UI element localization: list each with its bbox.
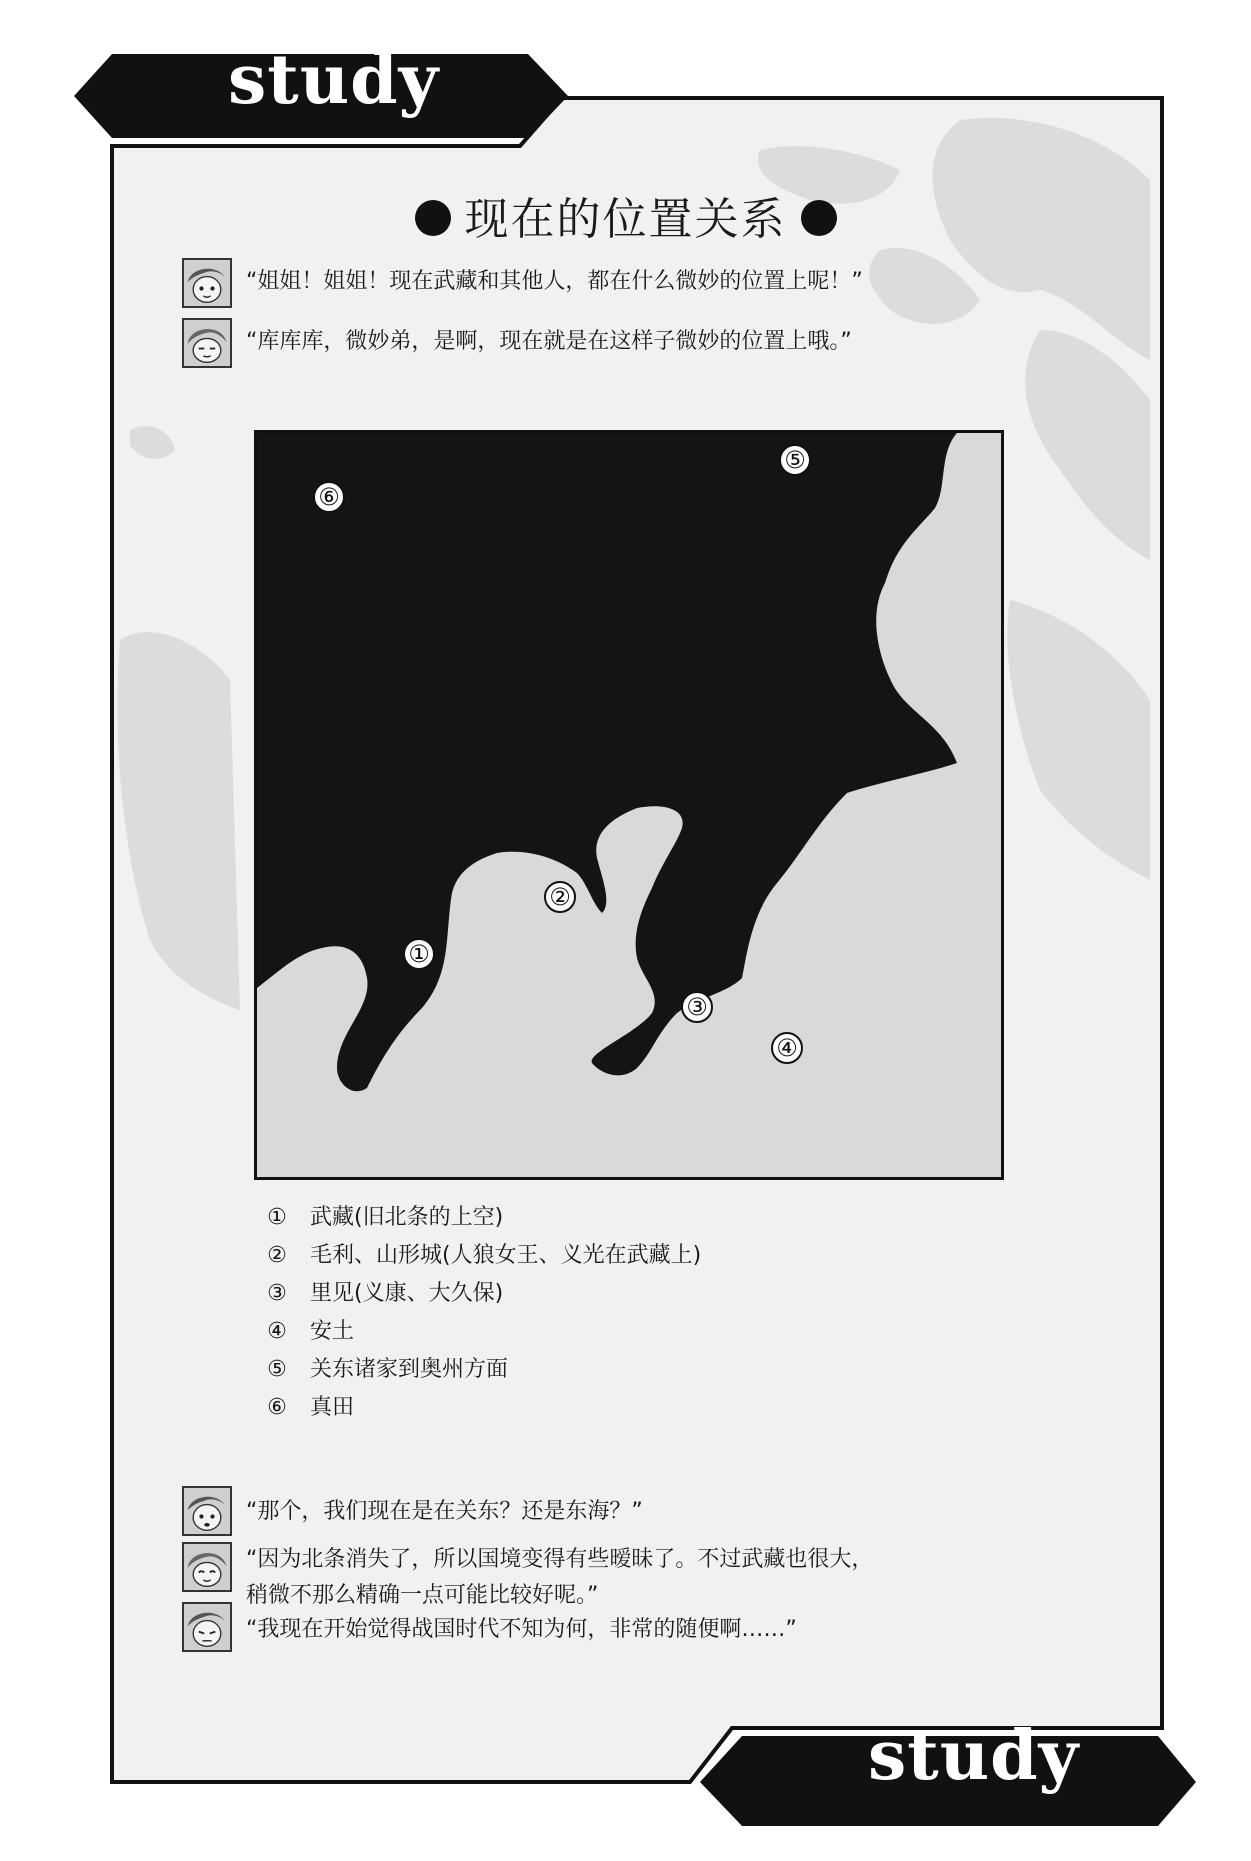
svg-text:③: ③ bbox=[686, 993, 708, 1021]
legend-number: ⑥ bbox=[267, 1395, 287, 1420]
page-title bbox=[0, 183, 1251, 247]
dialog-text: 稍微不那么精确一点可能比较好呢。” bbox=[246, 1583, 599, 1608]
legend-number: ⑤ bbox=[267, 1357, 287, 1382]
svg-text:④: ④ bbox=[776, 1034, 798, 1062]
map-marker bbox=[404, 939, 434, 969]
bullet-dot-left bbox=[415, 200, 451, 236]
dialog-text: “库库库，微妙弟，是啊，现在就是在这样子微妙的位置上哦。” bbox=[246, 329, 852, 354]
map-marker bbox=[772, 1033, 802, 1063]
legend-item bbox=[254, 1276, 503, 1312]
dialog-text: “姐姐！姐姐！现在武藏和其他人，都在什么微妙的位置上呢！” bbox=[246, 269, 863, 294]
legend-number: ④ bbox=[267, 1319, 287, 1344]
character-avatar-icon bbox=[182, 1602, 232, 1652]
legend-item bbox=[254, 1200, 503, 1236]
svg-text:②: ② bbox=[549, 883, 571, 911]
legend-label: 关东诸家到奥州方面 bbox=[310, 1357, 509, 1382]
svg-text:⑤: ⑤ bbox=[784, 446, 806, 474]
banner-top-label: study bbox=[228, 40, 440, 120]
svg-text:①: ① bbox=[408, 940, 430, 968]
map-marker bbox=[780, 445, 810, 475]
legend-item bbox=[254, 1352, 508, 1388]
legend-number: ② bbox=[267, 1243, 287, 1268]
legend-number: ① bbox=[267, 1205, 287, 1230]
dialog-text: “我现在开始觉得战国时代不知为何，非常的随便啊……” bbox=[246, 1617, 797, 1642]
map-marker bbox=[314, 482, 344, 512]
legend-label: 武藏(旧北条的上空) bbox=[310, 1205, 504, 1230]
region-map bbox=[254, 430, 1004, 1180]
legend-item bbox=[254, 1238, 701, 1274]
legend-label: 真田 bbox=[310, 1395, 355, 1420]
legend-item bbox=[254, 1314, 354, 1350]
svg-text:⑥: ⑥ bbox=[318, 483, 340, 511]
character-avatar-icon bbox=[182, 1542, 232, 1592]
character-avatar-icon bbox=[182, 258, 232, 308]
legend-number: ③ bbox=[267, 1281, 287, 1306]
character-avatar-icon bbox=[182, 1486, 232, 1536]
legend-label: 毛利、山形城(人狼女王、义光在武藏上) bbox=[310, 1243, 702, 1268]
character-avatar-icon bbox=[182, 318, 232, 368]
legend-item bbox=[254, 1390, 354, 1426]
legend-label: 安土 bbox=[310, 1319, 355, 1344]
banner-bottom-label: study bbox=[868, 1716, 1080, 1796]
page-title-text: 现在的位置关系 bbox=[464, 194, 787, 245]
legend-label: 里见(义康、大久保) bbox=[310, 1281, 504, 1306]
dialog-text: “因为北条消失了，所以国境变得有些暧昧了。不过武藏也很大， bbox=[246, 1547, 874, 1572]
map-landmass bbox=[257, 433, 957, 1091]
dialog-text: “那个，我们现在是在关东？还是东海？” bbox=[246, 1499, 643, 1524]
bullet-dot-right bbox=[801, 200, 837, 236]
map-marker bbox=[545, 882, 575, 912]
map-marker bbox=[682, 992, 712, 1022]
